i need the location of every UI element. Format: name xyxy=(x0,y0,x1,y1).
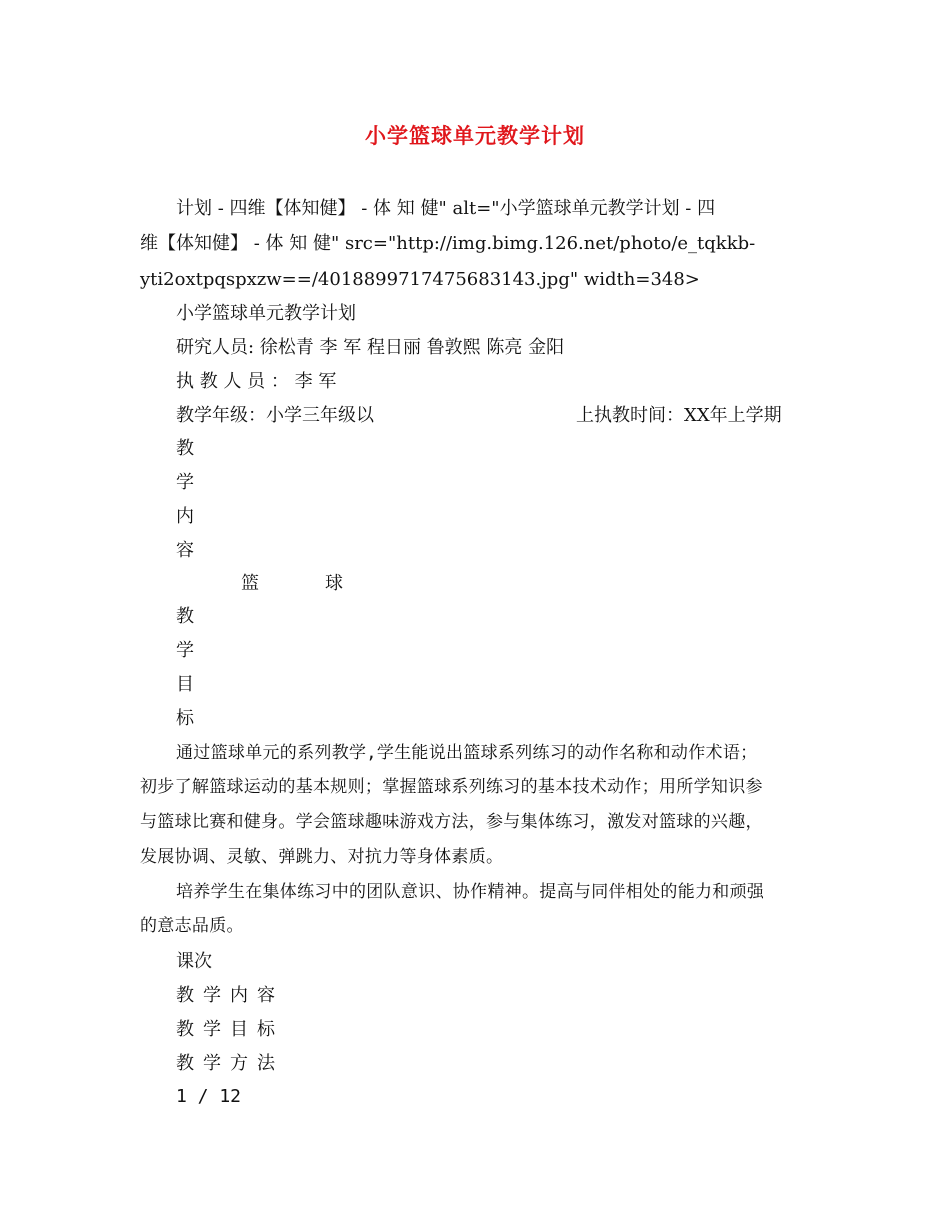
content-label-char: 学 xyxy=(176,472,194,493)
embed-text-line-1: 计划 - 四维【体知健】 - 体 知 健" alt="小学篮球单元教学计划 - 四 xyxy=(176,198,716,219)
page-number: 1 / 12 xyxy=(176,1086,242,1107)
goal-paragraph-line: 与篮球比赛和健身。学会篮球趣味游戏方法，参与集体练习，激发对篮球的兴趣， xyxy=(140,812,763,832)
goal-paragraph-line: 的意志品质。 xyxy=(140,916,244,936)
document-title: 小学篮球单元教学计划 xyxy=(365,123,585,148)
researchers-line: 研究人员: 徐松青 李 军 程日丽 鲁敦熙 陈亮 金阳 xyxy=(176,337,565,358)
content-value-char: 篮 xyxy=(241,573,259,594)
content-label-char: 内 xyxy=(176,506,194,527)
goal-label-char: 标 xyxy=(176,708,194,729)
content-label-char: 教 xyxy=(176,438,194,459)
goal-paragraph-line: 发展协调、灵敏、弹跳力、对抗力等身体素质。 xyxy=(140,847,504,867)
lesson-label: 课次 xyxy=(176,951,212,972)
goal-label-char: 教 xyxy=(176,606,194,627)
content-value-char: 球 xyxy=(325,573,343,594)
embed-text-line-2: 维【体知健】 - 体 知 健" src="http://img.bimg.126.net/photo/e_tqkkb- xyxy=(140,233,756,254)
teaching-time-text: 上执教时间：XX年上学期 xyxy=(576,405,782,426)
goal-paragraph-line: 初步了解篮球运动的基本规则；掌握篮球系列练习的基本技术动作；用所学知识参 xyxy=(140,777,763,797)
subtitle: 小学篮球单元教学计划 xyxy=(176,303,356,324)
col-content-label: 教学内容 xyxy=(176,985,284,1006)
grade-text: 教学年级：小学三年级以 xyxy=(176,405,374,426)
goal-label-char: 学 xyxy=(176,640,194,661)
teacher-line: 执 教 人 员 ： 李 军 xyxy=(176,371,337,392)
goal-paragraph-line: 通过篮球单元的系列教学,学生能说出篮球系列练习的动作名称和动作术语； xyxy=(176,743,758,763)
embed-text-line-3: yti2oxtpqspxzw==/4018899717475683143.jpg" width=348> xyxy=(140,269,700,290)
content-label-char: 容 xyxy=(176,540,194,561)
col-method-label: 教学方法 xyxy=(176,1053,284,1074)
goal-paragraph-line: 培养学生在集体练习中的团队意识、协作精神。提高与同伴相处的能力和顽强 xyxy=(176,882,765,902)
col-goal-label: 教学目标 xyxy=(176,1019,284,1040)
goal-label-char: 目 xyxy=(176,674,194,695)
